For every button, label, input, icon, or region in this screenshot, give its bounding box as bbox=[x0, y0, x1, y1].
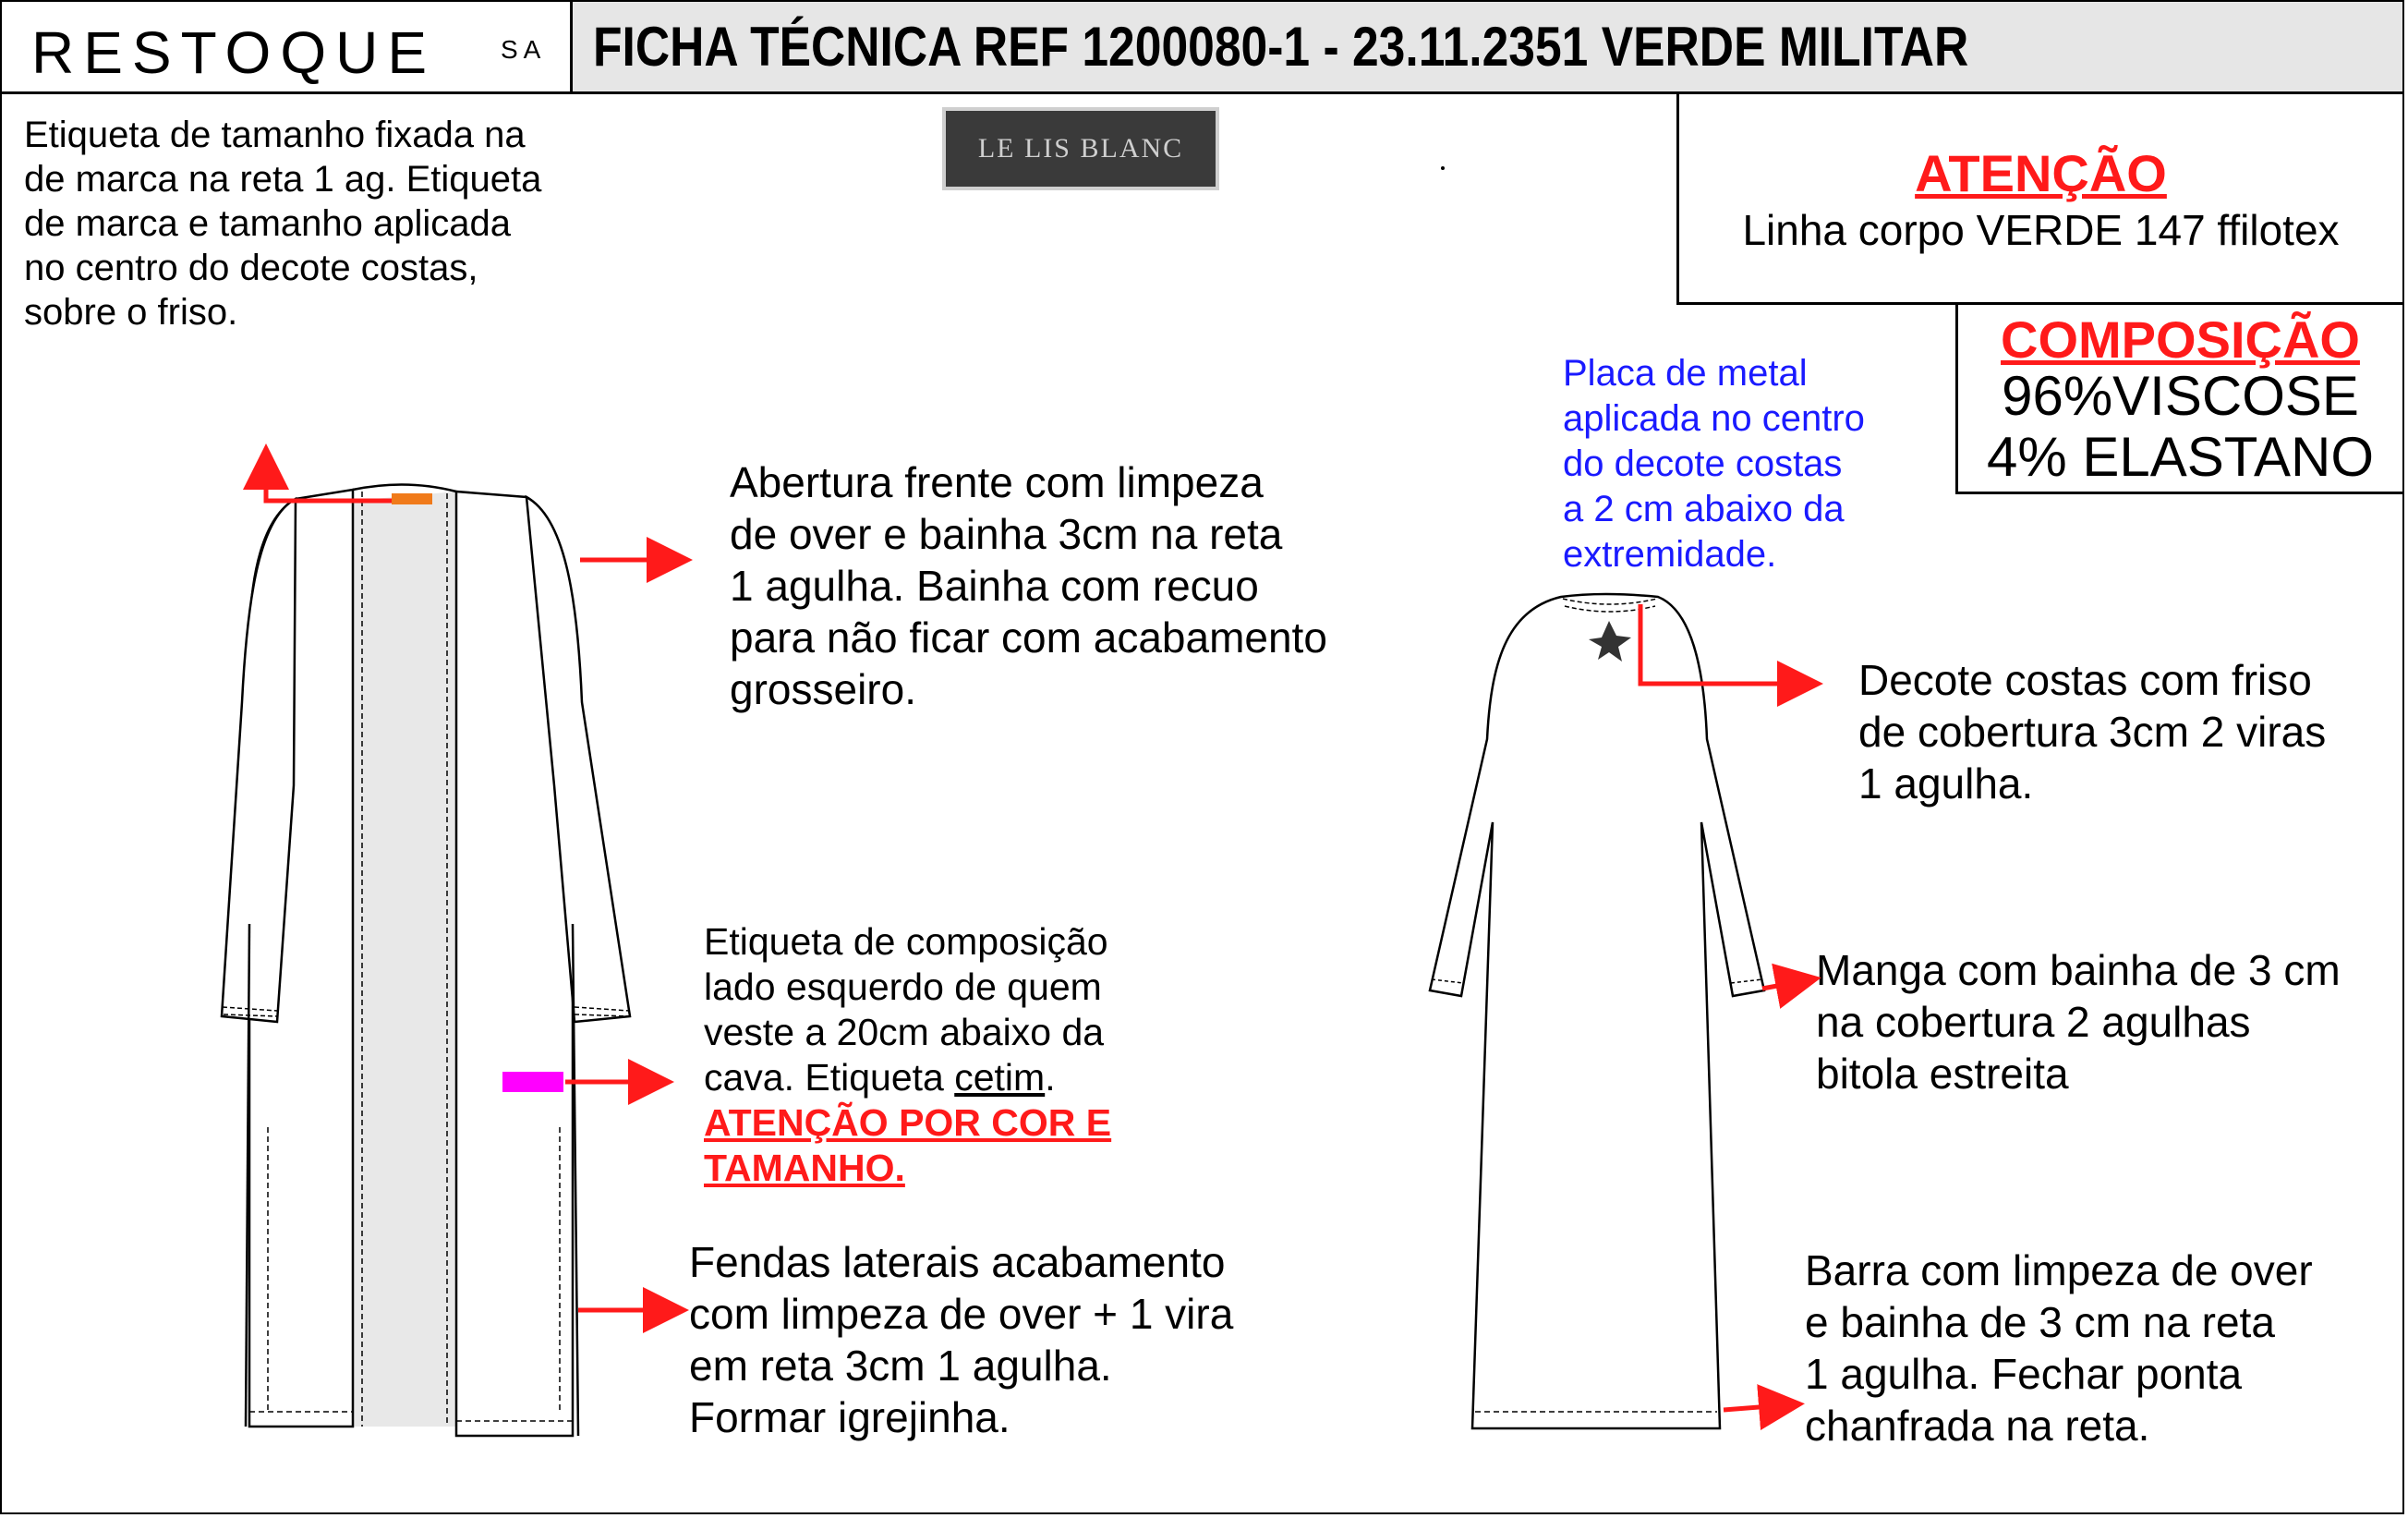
note-line: Etiqueta de composição bbox=[704, 920, 1108, 963]
note-line: veste a 20cm abaixo da bbox=[704, 1011, 1105, 1053]
stray-dot bbox=[1441, 166, 1445, 170]
composition-title: COMPOSIÇÃO bbox=[2001, 310, 2360, 369]
note-line: para não ficar com acabamento bbox=[730, 613, 1327, 662]
restoque-logo-suffix: SA bbox=[501, 35, 547, 64]
note-line: no centro do decote costas, bbox=[24, 248, 478, 288]
note-line: de over e bainha 3cm na reta bbox=[730, 510, 1283, 558]
note-line: a 2 cm abaixo da bbox=[1563, 489, 1845, 529]
note-line: Barra com limpeza de over bbox=[1805, 1246, 2313, 1294]
note-line: grosseiro. bbox=[730, 665, 916, 713]
note-line: Abertura frente com limpeza bbox=[730, 458, 1264, 506]
note-line: Decote costas com friso bbox=[1858, 656, 2312, 704]
composition-line: 96%VISCOSE bbox=[2002, 365, 2359, 427]
note-line: na cobertura 2 agulhas bbox=[1816, 998, 2251, 1046]
note-line: Manga com bainha de 3 cm bbox=[1816, 946, 2341, 994]
note-line: de marca na reta 1 ag. Etiqueta bbox=[24, 159, 542, 200]
arrow-sleeve bbox=[1762, 979, 1812, 989]
note-line: 1 agulha. Bainha com recuo bbox=[730, 562, 1259, 610]
attention-text: Linha corpo VERDE 147 ffilotex bbox=[1742, 206, 2340, 254]
front-neckline bbox=[353, 484, 456, 492]
note-line: e bainha de 3 cm na reta bbox=[1805, 1298, 2275, 1346]
note-line: sobre o friso. bbox=[24, 292, 238, 333]
composition-warning: TAMANHO. bbox=[704, 1147, 905, 1189]
arrow-hem bbox=[1724, 1404, 1796, 1410]
front-cardigan-sketch bbox=[222, 484, 630, 1436]
note-line: em reta 3cm 1 agulha. bbox=[689, 1342, 1112, 1390]
note-text: . bbox=[1045, 1056, 1056, 1099]
note-line: de cobertura 3cm 2 viras bbox=[1858, 708, 2327, 756]
note-line: bitola estreita bbox=[1816, 1050, 2069, 1098]
note-line: Etiqueta de tamanho fixada na bbox=[24, 115, 526, 155]
back-dress-outline bbox=[1430, 594, 1764, 1428]
composition-tag-marker bbox=[502, 1072, 563, 1092]
note-line: lado esquerdo de quem bbox=[704, 965, 1102, 1008]
front-inner-lining bbox=[353, 492, 456, 1427]
note-line: aplicada no centro bbox=[1563, 398, 1865, 439]
note-text: cava. Etiqueta bbox=[704, 1056, 955, 1099]
note-line: do decote costas bbox=[1563, 443, 1843, 484]
composition-warning: ATENÇÃO POR COR E bbox=[704, 1101, 1112, 1144]
back-dress-sketch bbox=[1430, 594, 1764, 1428]
note-line: Placa de metal bbox=[1563, 353, 1808, 394]
restoque-logo: RESTOQUE bbox=[31, 19, 436, 86]
note-line: 1 agulha. Fechar ponta bbox=[1805, 1350, 2243, 1398]
size-tag-marker bbox=[392, 493, 432, 504]
note-line: extremidade. bbox=[1563, 534, 1777, 575]
composition-line: 4% ELASTANO bbox=[1986, 426, 2375, 488]
note-line: com limpeza de over + 1 vira bbox=[689, 1290, 1234, 1338]
note-line: chanfrada na reta. bbox=[1805, 1402, 2150, 1450]
note-line: Formar igrejinha. bbox=[689, 1393, 1010, 1441]
note-line: 1 agulha. bbox=[1858, 759, 2034, 808]
attention-title: ATENÇÃO bbox=[1915, 144, 2167, 202]
note-line: Fendas laterais acabamento bbox=[689, 1238, 1226, 1286]
brand-label-text: LE LIS BLANC bbox=[977, 133, 1184, 164]
note-line: de marca e tamanho aplicada bbox=[24, 203, 511, 244]
note-underlined-word: cetim bbox=[954, 1056, 1046, 1099]
page-title: FICHA TÉCNICA REF 1200080-1 - 23.11.2351 VERDE MILITAR bbox=[593, 16, 1969, 78]
